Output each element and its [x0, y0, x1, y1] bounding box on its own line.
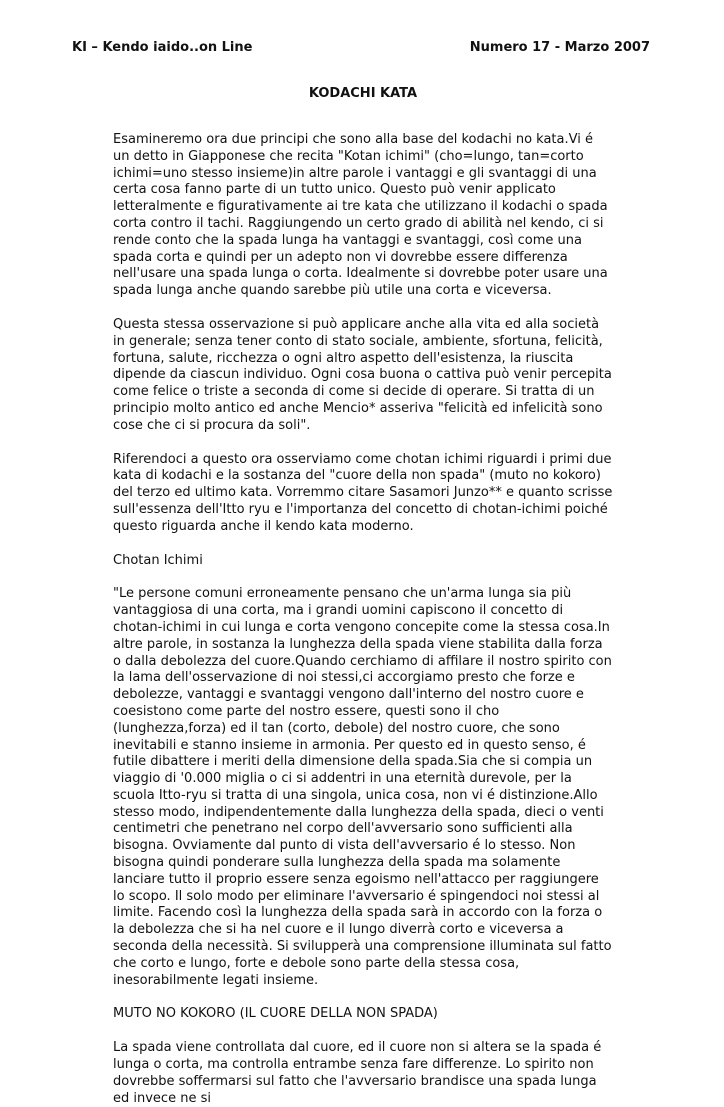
- paragraph: Riferendoci a questo ora osserviamo come chotan ichimi riguardi i primi due kata di kodachi e la sostanza del "cuore della non spada" (muto no kokoro) del terzo ed ultimo kata. Vorremmo citare Sasamori Junzo** e quanto scrisse sull'essenza dell'Itto ryu e l'importanza del concetto di chotan-ichimi poiché questo riguarda anche il kendo kata moderno.: [113, 451, 613, 534]
- article-title: KODACHI KATA: [308, 86, 418, 101]
- paragraph: Esamineremo ora due principi che sono alla base del kodachi no kata.Vi é un detto in Giapponese che recita "Kotan ichimi" (cho=lungo, tan=corto ichimi=uno stesso insieme)in altre parole i vantaggi e gli svantaggi di una certa cosa fanno parte di un tutto unico. Questo può venir applicato letteralmente e figurativamente ai tre kata che utilizzano il kodachi o spada corta contro il tachi. Raggiungendo un certo grado di abilità nel kendo, ci si rende conto che la spada lunga ha vantaggi e svantaggi, così come una spada corta e quindi per un adepto non vi dovrebbe essere differenza nell'usare una spada lunga o corta. Idealmente si dovrebbe poter usare una spada lunga anche quando sarebbe più utile una corta e viceversa.: [113, 132, 608, 299]
- paragraph: La spada viene controllata dal cuore, ed il cuore non si altera se la spada é lunga o corta, ma controlla entrambe senza fare differenze. Lo spirito non dovrebbe soffermarsi sul fatto che l'avversario brandisce una spada lunga ed invece ne si: [113, 1040, 602, 1106]
- header-issue: Numero 17 - Marzo 2007: [469, 40, 650, 55]
- section-heading: Chotan Ichimi: [113, 552, 203, 568]
- header-publication: KI – Kendo iaido..on Line: [72, 40, 253, 55]
- page-header: [72, 40, 650, 60]
- paragraph: Questa stessa osservazione si può applicare anche alla vita ed alla società in generale; senza tener conto di stato sociale, ambiente, sfortuna, felicità, fortuna, salute, ricchezza o ogni altro aspetto dell'esistenza, la riuscita dipende da ciascun individuo. Ogni cosa buona o cattiva può venir percepita come felice o triste a seconda di come si decide di operare. Si tratta di un principio molto antico ed anche Mencio* asseriva "felicità ed infelicità sono cose che ci si procura da soli".: [113, 316, 612, 433]
- section-heading: MUTO NO KOKORO (IL CUORE DELLA NON SPADA): [113, 1006, 438, 1022]
- article-body: [113, 132, 613, 1107]
- paragraph: "Le persone comuni erroneamente pensano che un'arma lunga sia più vantaggiosa di una corta, ma i grandi uomini capiscono il concetto di chotan-ichimi in cui lunga e corta vengono concepite come la stessa cosa.In altre parole, in sostanza la lunghezza della spada viene stabilita dalla forza o dalla debolezza del cuore.Quando cerchiamo di affilare il nostro spirito con la lama dell'osservazione di noi stessi,ci accorgiamo presto che forze e debolezze, vantaggi e svantaggi vengono dall'interno del nostro cuore e coesistono come parte del nostro essere, questi sono il cho (lunghezza,forza) ed il tan (corto, debole) del nostro cuore, che sono inevitabili e stanno insieme in armonia. Per questo ed in questo senso, é futile dibattere i meriti della dimensione della spada.Sia che si compia un viaggio di '0.000 miglia o ci si addentri in una eternità durevole, per la scuola Itto-ryu si tratta di una singola, unica cosa, non vi é distinzione.Allo stesso modo, indipendentemente dalla lunghezza della spada, dieci o venti centimetri che penetrano nel corpo dell'avversario sono sufficienti alla bisogna. Ovviamente dal punto di vista dell'avversario é lo stesso. Non bisogna quindi ponderare sulla lunghezza della spada ma solamente lanciare tutto il proprio essere senza egoismo nell'attacco per raggiungere lo scopo. Il solo modo per eliminare l'avversario é spingendoci noi stessi al limite. Facendo così la lunghezza della spada sarà in accordo con la forza o la debolezza che si ha nel cuore e il lungo diverrà corto e viceversa a seconda della necessità. Si svilupperà una comprensione illuminata sul fatto che corto e lungo, forte e debole sono parte della stessa cosa, inesorabilmente legati insieme.: [113, 586, 612, 988]
